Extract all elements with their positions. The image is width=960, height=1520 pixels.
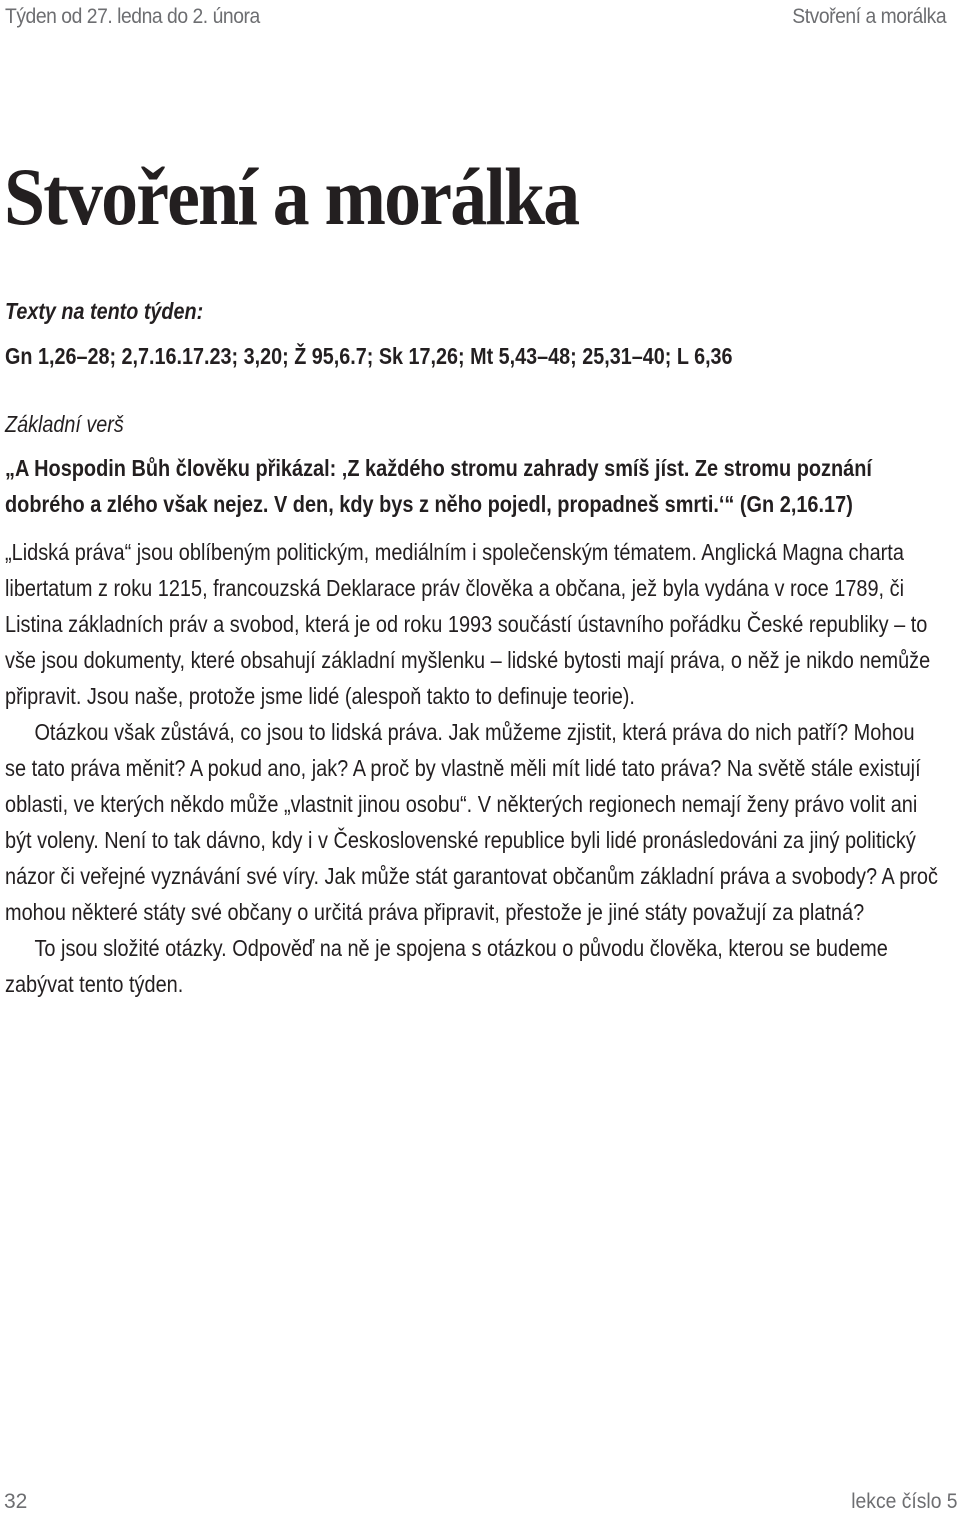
body-line: „Lidská práva“ jsou oblíbeným politickým, mediálním i společenským tématem. Anglická Magna charta [5, 539, 904, 565]
verse-line: „A Hospodin Bůh člověku přikázal: ‚Z každého stromu zahrady smíš jíst. Ze stromu poznání [5, 455, 872, 481]
body-line: názor či veřejné vyznávání své víry. Jak může stát garantovat občanům základní práva a svobody? A proč [5, 863, 938, 889]
page-footer [4, 1490, 958, 1520]
body-line: připravit. Jsou naše, protože jsme lidé (alespoň takto to definuje teorie). [5, 683, 635, 709]
page-number: 32 [4, 1490, 28, 1513]
body-line: zabývat tento týden. [5, 971, 184, 997]
body-line: vše jsou dokumenty, které obsahují základní myšlenku – lidské bytosti mají práva, o něž je nikdo nemůže [5, 647, 931, 673]
body-line: Otázkou však zůstává, co jsou to lidská práva. Jak můžeme zjistit, která práva do nich patří? Mohou [34, 719, 915, 745]
body-text [5, 534, 958, 1002]
body-line: oblasti, ve kterých někdo může „vlastnit jinou osobu“. V některých regionech nemají ženy právo volit ani [5, 791, 918, 817]
body-line: Listina základních práv a svobod, která je od roku 1993 součástí ústavního pořádku České republiky – to [5, 611, 928, 637]
texts-heading: Texty na tento týden: [5, 298, 204, 324]
header-topic: Stvoření a morálka [792, 5, 947, 28]
body-line: libertatum z roku 1215, francouzská Deklarace práv člověka a občana, jež byla vydána v roce 1789, či [5, 575, 905, 601]
verse-line: dobrého a zlého však nejez. V den, kdy bys z něho pojedl, propadneš smrti.‘“ (Gn 2,16.17) [5, 491, 853, 517]
body-line: mohou některé státy své občany o určitá práva připravit, přestože je jiné státy považují za platná? [5, 899, 865, 925]
lesson-number: lekce číslo 5 [851, 1490, 958, 1513]
body-line: být voleny. Není to tak dávno, kdy i v Československé republice byli lidé pronásledováni za jiný politický [5, 827, 916, 853]
memory-verse [5, 450, 958, 522]
page-title: Stvoření a morálka [4, 151, 579, 242]
memory-verse-heading: Základní verš [5, 411, 124, 437]
running-header [5, 0, 947, 34]
body-line: To jsou složité otázky. Odpověď na ně je spojena s otázkou o původu člověka, kterou se budeme [34, 935, 888, 961]
header-week: Týden od 27. ledna do 2. února [5, 5, 260, 28]
body-line: se tato práva měnit? A pokud ano, jak? A proč by vlastně měli mít lidé tato práva? Na světě stále existují [5, 755, 921, 781]
texts-references: Gn 1,26–28; 2,7.16.17.23; 3,20; Ž 95,6.7; Sk 17,26; Mt 5,43–48; 25,31–40; L 6,36 [5, 343, 733, 369]
